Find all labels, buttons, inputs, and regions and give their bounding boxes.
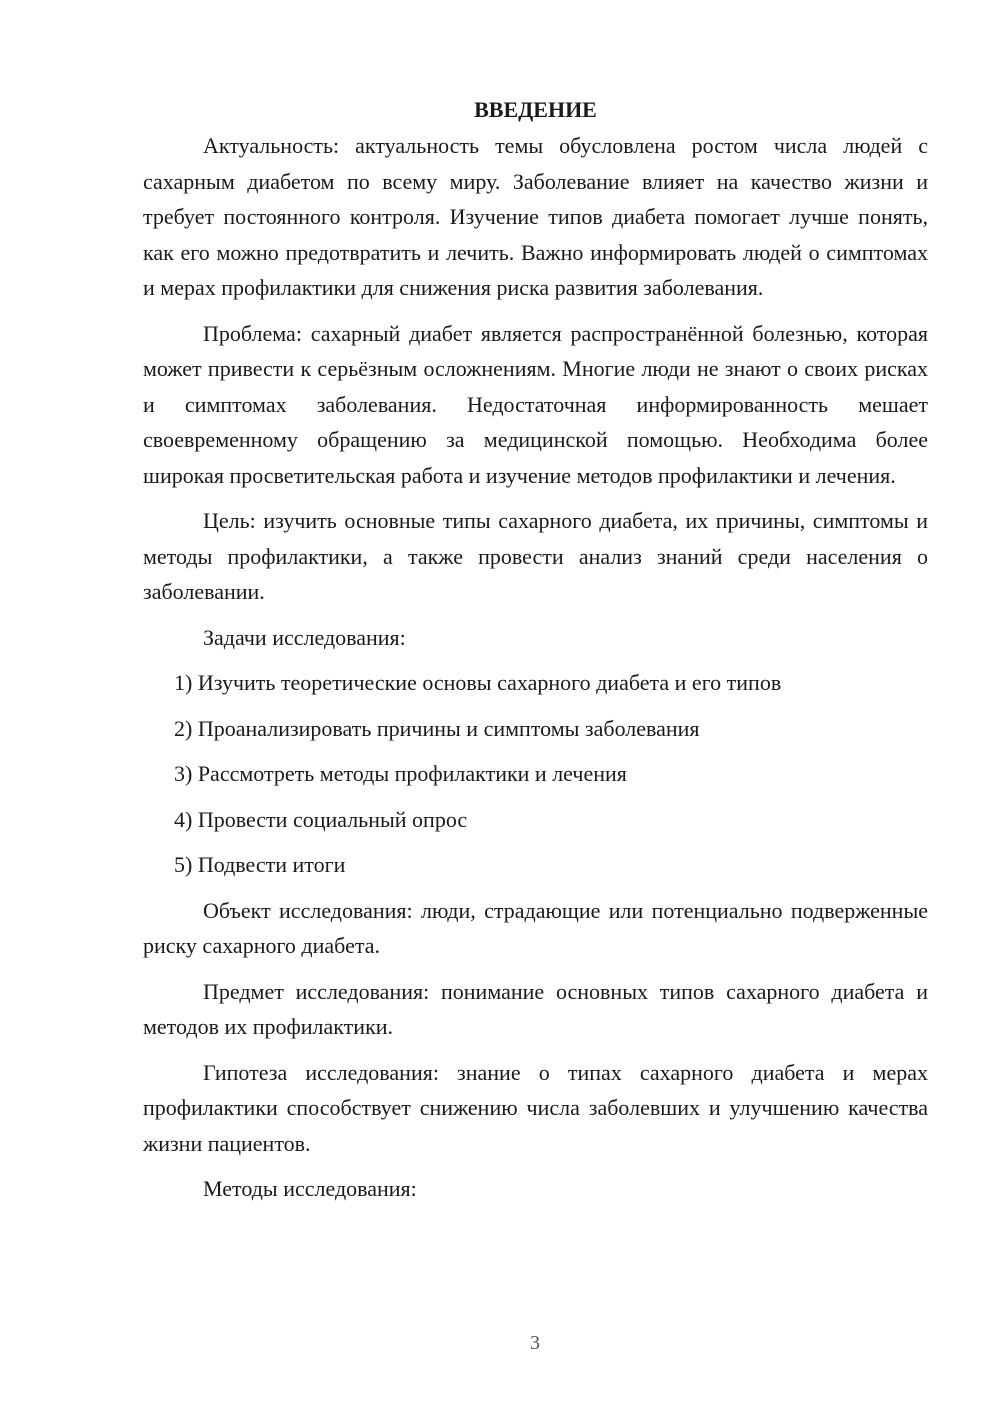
task-item: 4) Провести социальный опрос [174, 806, 468, 832]
task-item: 3) Рассмотреть методы профилактики и лечения [174, 761, 627, 786]
task-item: 5) Подвести итоги [174, 852, 346, 877]
paragraph-hypothesis: Гипотеза исследования: знание о типах сахарного диабета и мерах профилактики способствует снижению числа заболевших и улучшению качества жизни пациентов. [143, 1059, 928, 1156]
paragraph-object: Объект исследования: люди, страдающие или потенциально подверженные риску сахарного диабета. [143, 897, 928, 958]
paragraph-relevance: Актуальность: актуальность темы обусловлена ростом числа людей с сахарным диабетом по всему миру. Заболевание влияет на качество жизни и требует постоянного контроля. Изучение типов диабета помогает лучше понять, как его можно предотвратить и лечить. Важно информировать людей о симптомах и мерах профилактики для снижения риска развития заболевания. [143, 133, 928, 300]
tasks-heading: Задачи исследования: [203, 624, 406, 650]
paragraph-goal: Цель: изучить основные типы сахарного диабета, их причины, симптомы и методы профилактики, а также провести анализ знаний среди населения о заболевании. [143, 508, 928, 604]
paragraph-problem: Проблема: сахарный диабет является распространённой болезнью, которая может привести к серьёзным осложнениям. Многие люди не знают о своих рисках и симптомах заболевания. Недостаточная информированность мешает своевременному обращению за медицинской помощью. Необходима более широкая просветительская работа и изучение методов профилактики и лечения. [143, 320, 928, 488]
methods-heading: Методы исследования: [203, 1176, 417, 1201]
tasks-list [143, 665, 928, 883]
paragraph-subject: Предмет исследования: понимание основных типов сахарного диабета и методов их профилактики. [143, 978, 928, 1039]
document-page [143, 92, 928, 1217]
task-item: 1) Изучить теоретические основы сахарного диабета и его типов [174, 670, 782, 695]
page-number: 3 [530, 1332, 540, 1354]
task-item: 2) Проанализировать причины и симптомы заболевания [174, 715, 700, 741]
document-title: ВВЕДЕНИЕ [474, 97, 597, 122]
